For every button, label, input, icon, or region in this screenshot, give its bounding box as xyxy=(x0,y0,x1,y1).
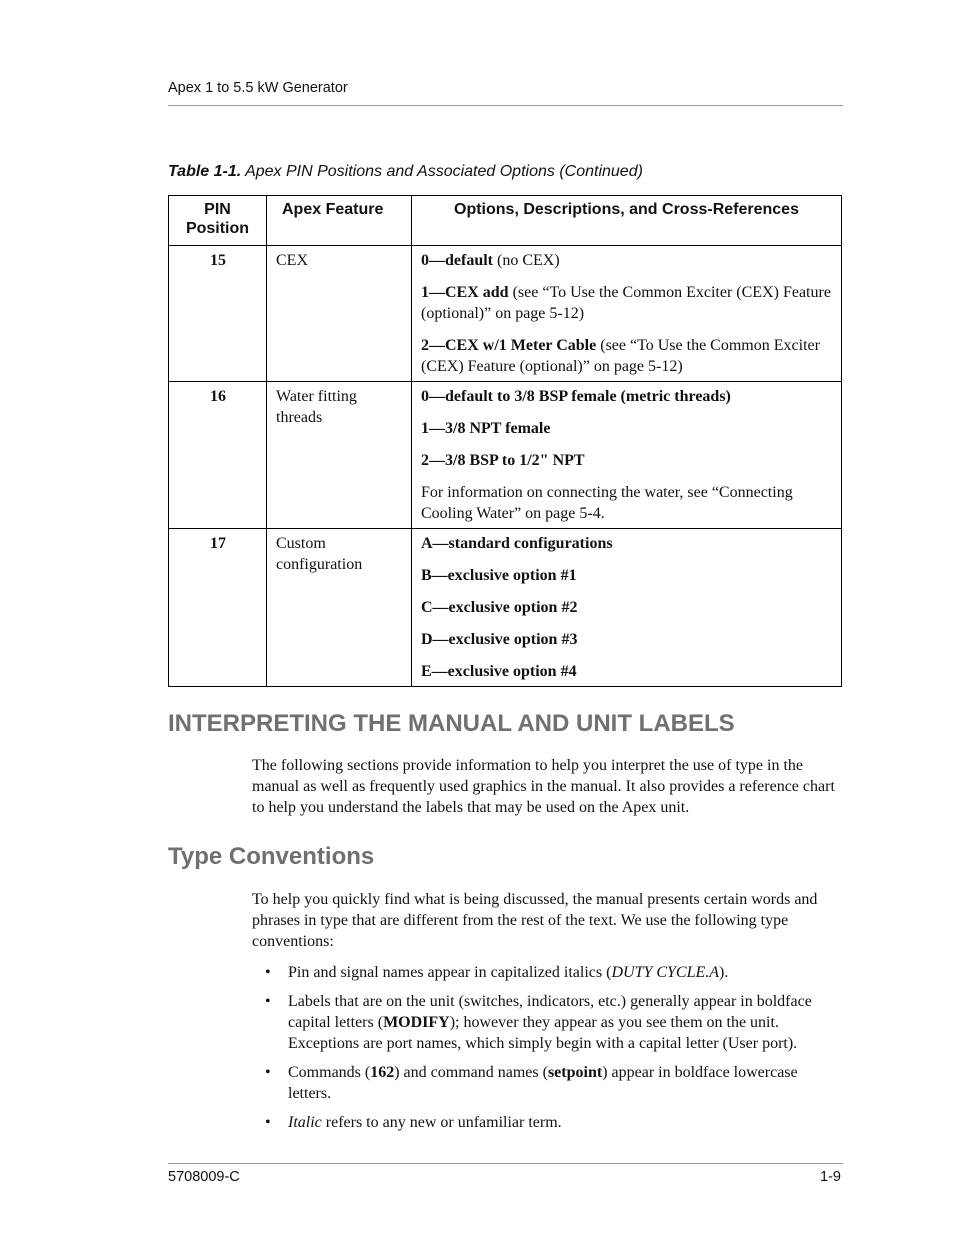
option-entry xyxy=(421,418,833,439)
option-code: 2—3/8 BSP to 1/2" NPT xyxy=(421,452,585,469)
type-conventions-paragraph: To help you quickly find what is being discussed, the manual presents certain words and phrases in type that are different from the rest of the text. We use the following type conventions: xyxy=(252,891,818,950)
footer-page-number: 1-9 xyxy=(820,1169,841,1185)
bullet-icon: • xyxy=(265,964,271,981)
list-item xyxy=(252,991,844,1054)
option-entry xyxy=(421,282,833,324)
list-item-text: DUTY CYCLE.A xyxy=(611,964,720,981)
options-cell xyxy=(412,529,842,687)
option-code: D—exclusive option #3 xyxy=(421,631,578,648)
option-entry xyxy=(421,597,833,618)
option-code: 2—CEX w/1 Meter Cable xyxy=(421,337,597,354)
table-caption xyxy=(168,163,643,181)
option-entry xyxy=(421,661,833,682)
option-entry xyxy=(421,386,833,407)
option-code: 0—default to 3/8 BSP female (metric threads) xyxy=(421,388,731,405)
list-item-text: Commands ( xyxy=(288,1064,371,1081)
table-caption-text: Apex PIN Positions and Associated Options (Continued) xyxy=(241,163,643,180)
interpreting-paragraph: The following sections provide information to help you interpret the use of type in the manual as well as frequently used graphics in the manual. It also provides a reference chart to help you understand the labels that may be used on the Apex unit. xyxy=(252,757,835,816)
option-code: C—exclusive option #2 xyxy=(421,599,578,616)
option-code: E—exclusive option #4 xyxy=(421,663,577,680)
footer-doc-number: 5708009-C xyxy=(168,1169,240,1185)
list-item-text: ) and command names ( xyxy=(394,1064,548,1081)
table-header-row xyxy=(169,196,842,246)
section-heading-interpreting: INTERPRETING THE MANUAL AND UNIT LABELS xyxy=(168,710,735,737)
running-header: Apex 1 to 5.5 kW Generator xyxy=(168,80,348,96)
pin-position-cell: 17 xyxy=(169,529,267,687)
option-entry xyxy=(421,250,833,271)
option-description: (see “To Use the Common Exciter (CEX) Feature (optional)” on page 5-12) xyxy=(421,337,820,375)
option-entry xyxy=(421,482,833,524)
list-item-text: ) appear in boldface lowercase letters. xyxy=(288,1064,798,1102)
option-code: 1—3/8 NPT female xyxy=(421,420,551,437)
pin-options-table xyxy=(168,195,842,687)
bullet-icon: • xyxy=(265,993,271,1010)
list-item-text: setpoint xyxy=(547,1064,603,1081)
type-conventions-list xyxy=(252,962,844,1141)
option-code: 1—CEX add xyxy=(421,284,509,301)
option-code: 0—default xyxy=(421,252,493,269)
header-rule xyxy=(168,105,843,106)
option-code: A—standard configurations xyxy=(421,535,613,552)
option-code: B—exclusive option #1 xyxy=(421,567,577,584)
option-entry xyxy=(421,533,833,554)
list-item-text: Italic xyxy=(288,1114,322,1131)
section-heading-type-conventions: Type Conventions xyxy=(168,843,375,870)
list-item-text: 162 xyxy=(370,1064,395,1081)
list-item-text: ); however they appear as you see them on the unit. Exceptions are port names, which simply begin with a capital letter (User port). xyxy=(288,1014,798,1052)
option-entry xyxy=(421,565,833,586)
column-header-pin: PIN Position xyxy=(169,196,267,246)
pin-position-cell: 15 xyxy=(169,246,267,382)
bullet-icon: • xyxy=(265,1064,271,1081)
options-cell xyxy=(412,382,842,529)
list-item-text: MODIFY xyxy=(383,1014,450,1031)
list-item-text: ). xyxy=(719,964,729,981)
list-item xyxy=(252,1112,844,1133)
table-body xyxy=(169,246,842,687)
table-caption-label: Table 1-1. xyxy=(168,163,242,180)
list-item-text: Labels that are on the unit (switches, indicators, etc.) generally appear in boldface capital letters ( xyxy=(288,993,812,1031)
footer-rule xyxy=(168,1163,843,1164)
option-description: (no CEX) xyxy=(493,252,560,269)
bullet-icon: • xyxy=(265,1114,271,1131)
option-entry xyxy=(421,629,833,650)
list-item xyxy=(252,962,844,983)
column-header-feature: Apex Feature xyxy=(267,196,412,246)
apex-feature-cell: Water fitting threads xyxy=(267,382,412,529)
apex-feature-cell: CEX xyxy=(267,246,412,382)
column-header-options: Options, Descriptions, and Cross-References xyxy=(412,196,842,246)
option-entry xyxy=(421,450,833,471)
option-entry xyxy=(421,335,833,377)
option-description: For information on connecting the water, see “Connecting Cooling Water” on page 5-4. xyxy=(421,484,793,522)
table-row xyxy=(169,382,842,529)
list-item-text: Pin and signal names appear in capitalized italics ( xyxy=(288,964,612,981)
apex-feature-cell: Custom configuration xyxy=(267,529,412,687)
pin-position-cell: 16 xyxy=(169,382,267,529)
table-row xyxy=(169,529,842,687)
table-row xyxy=(169,246,842,382)
option-description: (see “To Use the Common Exciter (CEX) Feature (optional)” on page 5-12) xyxy=(421,284,831,322)
list-item xyxy=(252,1062,844,1104)
list-item-text: refers to any new or unfamiliar term. xyxy=(321,1114,562,1131)
options-cell xyxy=(412,246,842,382)
